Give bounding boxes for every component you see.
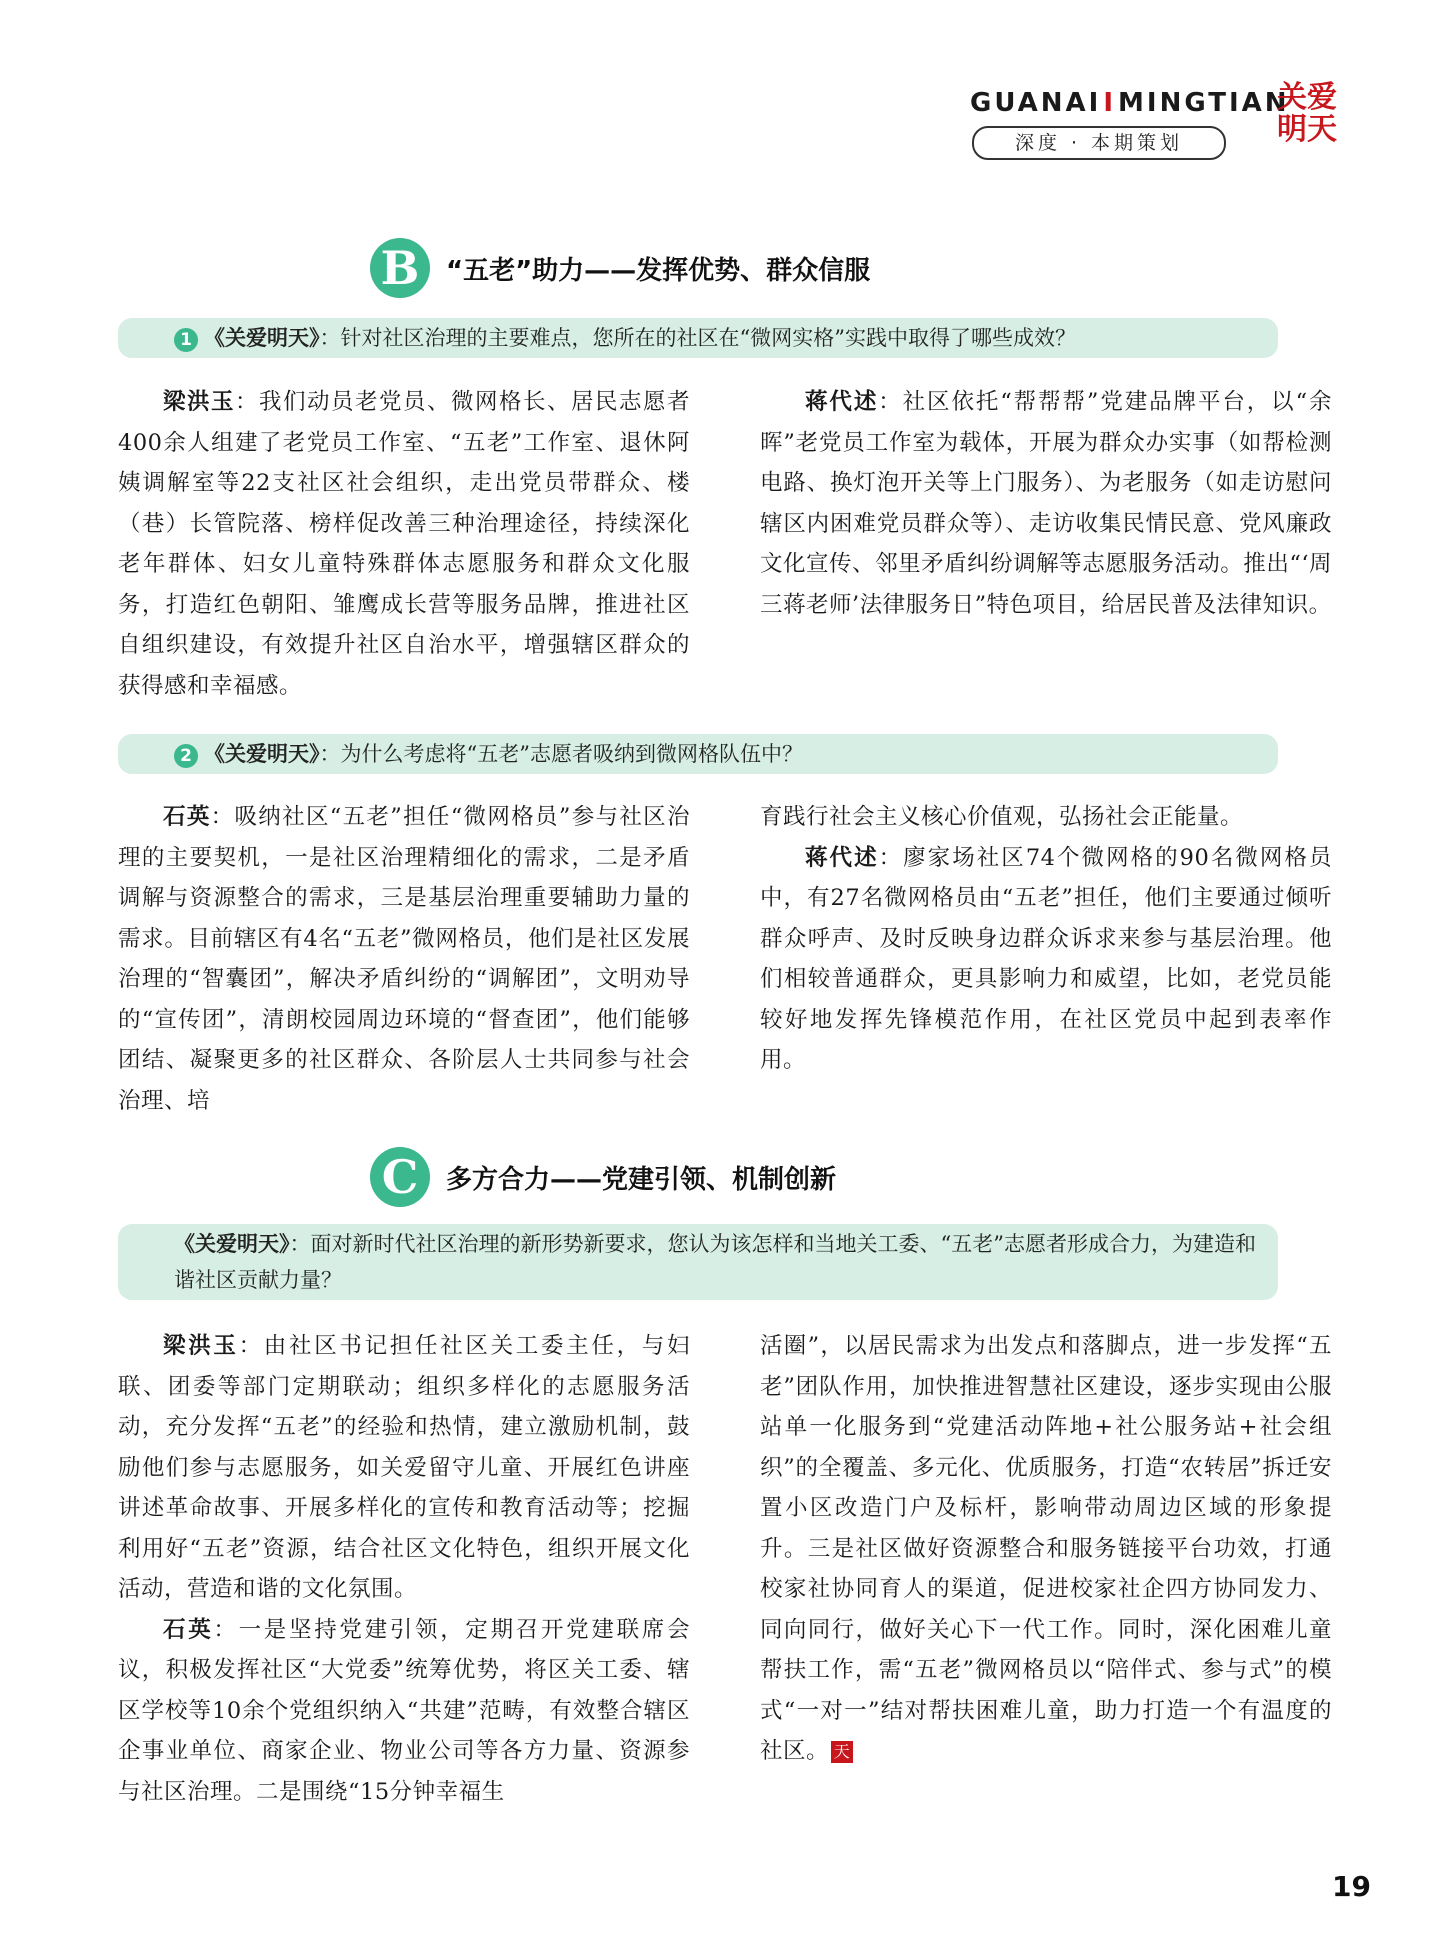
speaker-name: 梁洪玉	[163, 1333, 239, 1359]
logo-line-2: 明天	[1277, 112, 1337, 147]
answer-text: ：我们动员老党员、微网格长、居民志愿者400余人组建了老党员工作室、“五老”工作室、退休阿姨调解室等22支社区社会组织，走出党员带群众、楼（巷）长管院落、榜样促改善三种治理途径，持续深化老年群体、妇女儿童特殊群体志愿服务和群众文化服务，打造红色朝阳、雏鹰成长营等服务品牌，推进社区自组织建设，有效提升社区自治水平，增强辖区群众的获得感和幸福感。	[118, 389, 690, 699]
question-1-source: 《关爱明天》	[204, 326, 320, 350]
speaker-name: 蒋代述	[805, 844, 879, 871]
answer-paragraph	[760, 838, 1332, 1081]
answer-paragraph	[118, 1326, 690, 1610]
answer-text: ：一是坚持党建引领，定期召开党建联席会议，积极发挥社区“大党委”统筹优势，将区关工委、辖区学校等10余个党组织纳入“共建”范畴，有效整合辖区企事业单位、商家企业、物业公司等各方力量、资源参与社区治理。二是围绕“15分钟幸福生	[118, 1616, 690, 1805]
brand-left: GUANAI	[970, 88, 1102, 118]
section-c-heading	[370, 1145, 836, 1209]
question-2-bar	[118, 734, 1278, 774]
answer-2-right-column	[760, 797, 1332, 1081]
page-number: 19	[1332, 1870, 1371, 1903]
speaker-name: 石英	[163, 804, 211, 830]
section-c-title: 多方合力——党建引领、机制创新	[446, 1164, 837, 1195]
answer-continuation: 育践行社会主义核心价值观，弘扬社会正能量。	[760, 804, 1244, 830]
answer-1-left-column	[118, 382, 690, 706]
question-1-text: ：针对社区治理的主要难点，您所在的社区在“微网实格”实践中取得了哪些成效？	[319, 326, 1076, 350]
answer-text: 活圈”，以居民需求为出发点和落脚点，进一步发挥“五老”团队作用，加快推进智慧社区建设，逐步实现由公服站单一化服务到“党建活动阵地+社公服务站+社会组织”的全覆盖、多元化、优质服务，打造“农转居”拆迁安置小区改造门户及标杆，影响带动周边区域的形象提升。三是社区做好资源整合和服务链接平台功效，打通校家社协同育人的渠道，促进校家社企四方协同发力、同向同行，做好关心下一代工作。同时，深化困难儿童帮扶工作，需“五老”微网格员以“陪伴式、参与式”的模式“一对一”结对帮扶困难儿童，助力打造一个有温度的社区。	[760, 1333, 1332, 1764]
speaker-name: 石英	[163, 1616, 214, 1643]
answer-continuation	[760, 1326, 1332, 1772]
answer-text: ：廖家场社区74个微网格的90名微网格员中，有27名微网格员由“五老”担任，他们主要通过倾听群众呼声、及时反映身边群众诉求来参与基层治理。他们相较普通群众，更具影响力和威望，比如，老党员能较好地发挥先锋模范作用，在社区党员中起到表率作用。	[760, 844, 1332, 1073]
brand-wordmark	[970, 88, 1290, 118]
section-b-badge: B	[370, 238, 430, 298]
answer-paragraph	[118, 1610, 690, 1813]
section-b-title: “五老”助力——发挥优势、群众信服	[446, 255, 871, 286]
logo-line-1: 关爱	[1277, 80, 1337, 115]
question-3-bar	[118, 1224, 1278, 1300]
answer-paragraph	[118, 797, 690, 1121]
answer-paragraph	[118, 382, 690, 706]
question-1-number: 1	[174, 328, 198, 352]
magazine-logo	[1276, 82, 1338, 146]
question-2-text: ：为什么考虑将“五老”志愿者吸纳到微网格队伍中？	[319, 742, 803, 766]
speaker-name: 梁洪玉	[163, 389, 235, 415]
question-1-bar	[118, 318, 1278, 358]
section-subtitle: 深度 · 本期策划	[972, 126, 1226, 160]
question-3-text: ：面对新时代社区治理的新形势新要求，您认为该怎样和当地关工委、“五老”志愿者形成合力，为建造和谐社区贡献力量？	[174, 1232, 1256, 1292]
answer-3-right-column	[760, 1326, 1332, 1772]
answer-3-left-column	[118, 1326, 690, 1812]
brand-right: MINGTIAN	[1118, 88, 1290, 118]
answer-text: ：社区依托“帮帮帮”党建品牌平台，以“余晖”老党员工作室为载体，开展为群众办实事（如帮检测电路、换灯泡开关等上门服务）、为老服务（如走访慰问辖区内困难党员群众等）、走访收集民情民意、党风廉政文化宣传、邻里矛盾纠纷调解等志愿服务活动。推出“‘周三蒋老师’法律服务日”特色项目，给居民普及法律知识。	[760, 389, 1332, 618]
section-c-badge: C	[370, 1147, 430, 1207]
question-3-source: 《关爱明天》	[174, 1232, 290, 1256]
answer-paragraph	[760, 382, 1332, 625]
question-2-number: 2	[174, 744, 198, 768]
question-2-source: 《关爱明天》	[204, 742, 320, 766]
answer-text: ：由社区书记担任社区关工委主任，与妇联、团委等部门定期联动；组织多样化的志愿服务活动，充分发挥“五老”的经验和热情，建立激励机制，鼓励他们参与志愿服务，如关爱留守儿童、开展红色讲座讲述革命故事、开展多样化的宣传和教育活动等；挖掘利用好“五老”资源，结合社区文化特色，组织开展文化活动，营造和谐的文化氛围。	[118, 1333, 690, 1602]
speaker-name: 蒋代述	[805, 389, 879, 415]
page-header	[960, 80, 1350, 158]
brand-separator: I	[1103, 88, 1117, 118]
answer-2-left-column	[118, 797, 690, 1121]
answer-text: ：吸纳社区“五老”担任“微网格员”参与社区治理的主要契机，一是社区治理精细化的需求，二是矛盾调解与资源整合的需求，三是基层治理重要辅助力量的需求。目前辖区有4名“五老”微网格员，他们是社区发展治理的“智囊团”，解决矛盾纠纷的“调解团”，文明劝导的“宣传团”，清朗校园周边环境的“督查团”，他们能够团结、凝聚更多的社区群众、各阶层人士共同参与社会治理、培	[118, 804, 690, 1114]
section-b-heading	[370, 236, 870, 300]
answer-1-right-column	[760, 382, 1332, 625]
end-mark-icon: 天	[831, 1741, 853, 1763]
